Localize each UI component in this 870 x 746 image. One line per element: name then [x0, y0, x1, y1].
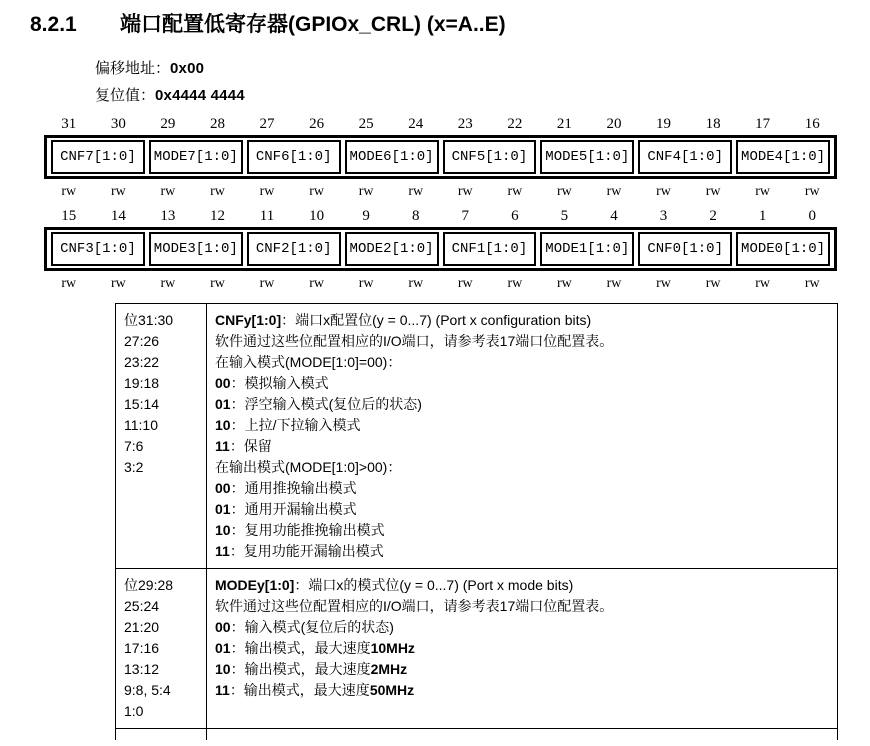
bit-range-line: 13:12 — [124, 661, 160, 677]
bit-numbers-row — [44, 207, 837, 225]
text-segment: CNFy[1:0] — [215, 312, 282, 328]
bit-number: 14 — [110, 208, 126, 224]
description-line — [215, 373, 829, 394]
text-segment: 在输入模式(MODE[1:0]=00)： — [215, 354, 402, 370]
register-diagram — [44, 115, 837, 293]
text-segment: ：输出模式，最大速度 — [230, 661, 371, 677]
text-segment: 01 — [215, 640, 231, 656]
bit-number: 1 — [758, 208, 767, 224]
description-line — [215, 394, 829, 415]
access-type-label: rw — [656, 276, 671, 291]
register-field-cell: CNF7[1:0] — [51, 140, 145, 174]
text-segment: 2MHz — [370, 661, 408, 677]
bit-number: 22 — [507, 116, 523, 132]
bit-range-cell-stub — [116, 729, 207, 741]
bit-range-line: 19:18 — [124, 375, 160, 391]
access-type-label: rw — [110, 184, 126, 199]
bit-range-line: 17:16 — [124, 640, 160, 656]
access-type-label: rw — [804, 276, 820, 291]
register-field-cell: CNF4[1:0] — [638, 140, 732, 174]
bit-range-cell — [116, 304, 207, 569]
text-segment: 软件通过这些位配置相应的I/O端口，请参考表17端口位配置表。 — [215, 333, 614, 349]
bit-number: 4 — [610, 208, 618, 224]
text-segment: ：上拉/下拉输入模式 — [230, 417, 361, 433]
text-segment: 软件通过这些位配置相应的I/O端口，请参考表17端口位配置表。 — [215, 598, 614, 614]
access-type-label: rw — [259, 276, 275, 291]
bit-number: 24 — [408, 116, 424, 132]
description-line — [215, 638, 829, 659]
field-description-cell-stub — [207, 729, 838, 741]
bit-number: 12 — [209, 208, 225, 224]
register-field-cell: MODE1[1:0] — [540, 232, 634, 266]
register-field-cell: MODE7[1:0] — [149, 140, 243, 174]
bit-number: 29 — [160, 116, 176, 132]
access-type-label: rw — [110, 276, 126, 291]
access-type-row — [44, 183, 837, 201]
bit-range-line: 23:22 — [124, 354, 160, 370]
bit-number: 27 — [259, 116, 275, 132]
register-meta — [95, 55, 870, 109]
field-description-cell — [207, 304, 838, 569]
description-line — [215, 310, 829, 331]
text-segment: 11 — [215, 438, 230, 454]
text-segment: ：浮空输入模式(复位后的状态) — [230, 396, 422, 412]
text-segment: ：复用功能推挽输出模式 — [230, 522, 385, 538]
access-type-label: rw — [656, 184, 671, 199]
text-segment: 01 — [215, 501, 231, 517]
text-segment: ：模拟输入模式 — [230, 375, 329, 391]
register-field-cell: CNF1[1:0] — [443, 232, 537, 266]
register-field-cell: MODE2[1:0] — [345, 232, 439, 266]
access-type-row — [44, 275, 837, 293]
description-table-body — [116, 304, 838, 741]
register-field-cell: CNF5[1:0] — [443, 140, 537, 174]
text-segment: ：端口x配置位(y = 0...7) (Port x configuration bits) — [281, 312, 592, 328]
access-type-label: rw — [755, 184, 771, 199]
access-type-label: rw — [408, 184, 424, 199]
reset-value-label: 复位值： — [95, 88, 156, 104]
description-line — [215, 680, 829, 701]
bit-number: 18 — [705, 116, 721, 132]
access-type-label: rw — [804, 184, 820, 199]
bit-range-line: 9:8, 5:4 — [124, 682, 171, 698]
access-type-label: rw — [160, 276, 176, 291]
bit-number: 11 — [259, 208, 275, 224]
text-segment: 10 — [215, 661, 231, 677]
access-type-label: rw — [705, 184, 721, 199]
register-block-0 — [44, 115, 837, 201]
text-segment: ：通用开漏输出模式 — [230, 501, 357, 517]
section-number: 8.2.1 — [30, 13, 77, 36]
access-type-label: rw — [557, 184, 572, 199]
access-type-label: rw — [309, 184, 324, 199]
access-type-label: rw — [408, 276, 424, 291]
bit-number: 9 — [362, 208, 370, 224]
access-type-label: rw — [309, 276, 324, 291]
description-line — [215, 541, 829, 562]
description-line — [215, 415, 829, 436]
text-segment: ：输出模式，最大速度 — [229, 682, 370, 698]
register-block-1 — [44, 207, 837, 293]
bit-number: 5 — [560, 208, 569, 224]
text-segment: 10 — [215, 417, 231, 433]
text-segment: ：端口x的模式位(y = 0...7) (Port x mode bits) — [294, 577, 574, 593]
text-segment: 11 — [215, 682, 230, 698]
register-fields-row — [44, 227, 837, 271]
text-segment: 00 — [215, 375, 231, 391]
bit-number: 25 — [358, 116, 374, 132]
access-type-label: rw — [557, 276, 572, 291]
bit-number: 3 — [659, 208, 668, 224]
access-type-label: rw — [210, 184, 225, 199]
description-line — [215, 617, 829, 638]
description-line — [215, 659, 829, 680]
description-row — [116, 304, 838, 569]
access-type-label: rw — [61, 276, 77, 291]
access-type-label: rw — [210, 276, 225, 291]
bit-range-cell — [116, 569, 207, 729]
text-segment: ：通用推挽输出模式 — [230, 480, 357, 496]
bit-range-line: 11:10 — [124, 417, 158, 433]
bit-range-line: 3:2 — [124, 459, 144, 475]
text-segment: 10 — [215, 522, 231, 538]
bit-number: 16 — [804, 116, 820, 132]
description-line — [215, 520, 829, 541]
description-table — [115, 303, 838, 740]
text-segment: 在输出模式(MODE[1:0]>00)： — [215, 459, 402, 475]
bit-range-line: 25:24 — [124, 598, 160, 614]
bit-number: 13 — [160, 208, 176, 224]
bit-number: 19 — [656, 116, 672, 132]
description-line — [215, 331, 829, 352]
access-type-label: rw — [705, 276, 721, 291]
access-type-label: rw — [358, 184, 374, 199]
text-segment: MODEy[1:0] — [215, 577, 295, 593]
access-type-label: rw — [606, 276, 622, 291]
text-segment: 00 — [215, 619, 231, 635]
section-title — [0, 0, 870, 40]
access-type-label: rw — [755, 276, 771, 291]
bit-number: 0 — [808, 208, 816, 224]
bit-number: 28 — [209, 116, 225, 132]
register-field-cell: CNF2[1:0] — [247, 232, 341, 266]
bit-number: 26 — [309, 116, 325, 132]
bit-number: 20 — [606, 116, 622, 132]
description-line — [215, 478, 829, 499]
register-fields-row — [44, 135, 837, 179]
text-segment: 11 — [215, 543, 230, 559]
bit-number: 30 — [110, 116, 126, 132]
bit-numbers-row — [44, 115, 837, 133]
bit-range-line: 位31:30 — [124, 312, 174, 328]
description-line — [215, 575, 829, 596]
bit-range-line: 7:6 — [124, 438, 144, 454]
bit-number: 23 — [457, 116, 473, 132]
access-type-label: rw — [61, 184, 77, 199]
bit-number: 21 — [556, 116, 572, 132]
access-type-label: rw — [358, 276, 374, 291]
description-line — [215, 457, 829, 478]
description-line — [215, 499, 829, 520]
bit-number: 8 — [411, 208, 420, 224]
access-type-label: rw — [606, 184, 622, 199]
text-segment: 01 — [215, 396, 231, 412]
field-description-cell — [207, 569, 838, 729]
register-field-cell: CNF0[1:0] — [638, 232, 732, 266]
text-segment: ：输出模式，最大速度 — [230, 640, 371, 656]
bit-number: 6 — [511, 208, 519, 224]
bit-range-line: 位29:28 — [124, 577, 174, 593]
access-type-label: rw — [507, 276, 523, 291]
access-type-label: rw — [457, 276, 473, 291]
bit-range-line: 1:0 — [124, 703, 144, 719]
text-segment: ：输入模式(复位后的状态) — [230, 619, 394, 635]
bit-range-line: 21:20 — [124, 619, 160, 635]
bit-number: 7 — [461, 208, 470, 224]
bit-number: 17 — [755, 116, 771, 132]
reset-value-value: 0x4444 4444 — [155, 87, 245, 104]
register-field-cell: CNF3[1:0] — [51, 232, 145, 266]
register-field-cell: CNF6[1:0] — [247, 140, 341, 174]
text-segment: 10MHz — [370, 640, 415, 656]
table-continuation-row — [116, 729, 838, 741]
bit-range-line: 15:14 — [124, 396, 160, 412]
bit-range-line: 27:26 — [124, 333, 160, 349]
register-field-cell: MODE0[1:0] — [736, 232, 830, 266]
access-type-label: rw — [457, 184, 473, 199]
access-type-label: rw — [507, 184, 523, 199]
offset-address-line — [95, 55, 870, 82]
description-line — [215, 596, 829, 617]
register-field-cell: MODE4[1:0] — [736, 140, 830, 174]
description-line — [215, 352, 829, 373]
reset-value-line — [95, 82, 870, 109]
register-field-cell: MODE6[1:0] — [345, 140, 439, 174]
page-title: 端口配置低寄存器(GPIOx_CRL) (x=A..E) — [120, 13, 506, 36]
description-line — [215, 436, 829, 457]
text-segment: ：保留 — [229, 438, 272, 454]
access-type-label: rw — [160, 184, 176, 199]
description-row — [116, 569, 838, 729]
bit-number: 31 — [61, 116, 77, 132]
offset-address-label: 偏移地址： — [95, 61, 171, 77]
text-segment: 00 — [215, 480, 231, 496]
bit-number: 10 — [309, 208, 325, 224]
text-segment: ：复用功能开漏输出模式 — [229, 543, 384, 559]
bit-number: 15 — [61, 208, 77, 224]
register-field-cell: MODE3[1:0] — [149, 232, 243, 266]
register-field-cell: MODE5[1:0] — [540, 140, 634, 174]
offset-address-value: 0x00 — [170, 60, 205, 77]
bit-number: 2 — [709, 208, 717, 224]
text-segment: 50MHz — [369, 682, 415, 698]
access-type-label: rw — [259, 184, 275, 199]
